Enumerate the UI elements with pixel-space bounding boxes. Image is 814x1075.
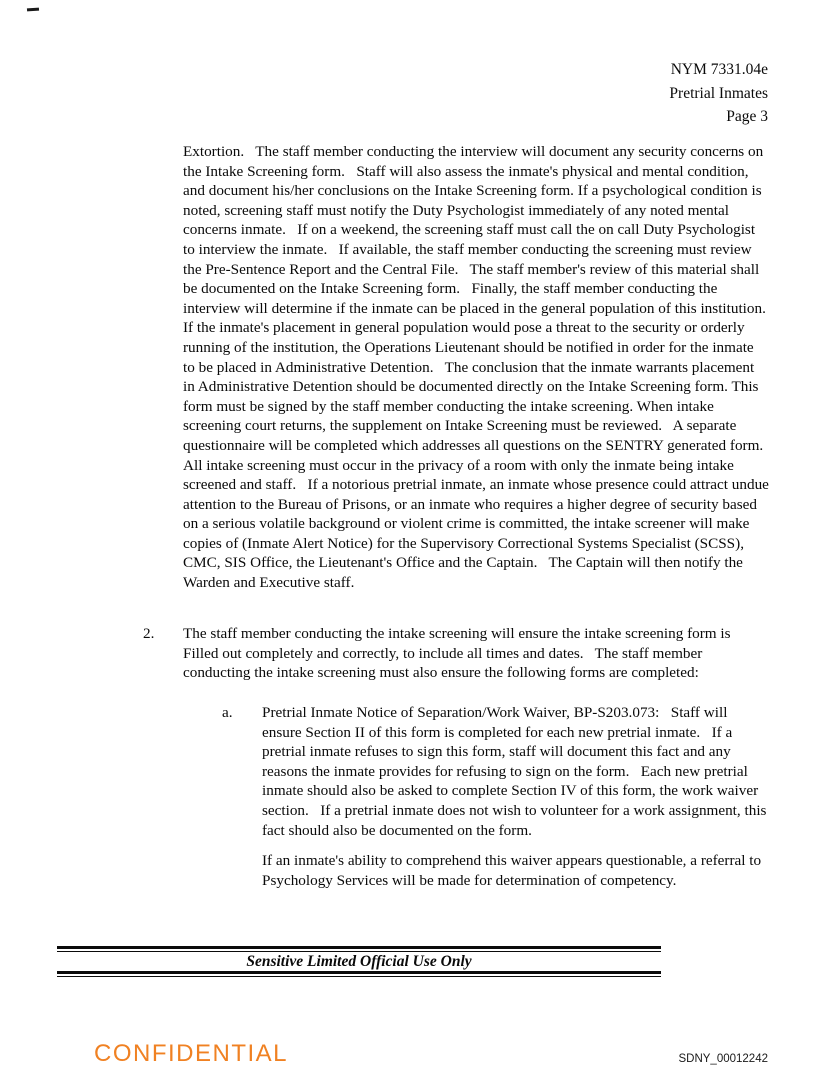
doc-title: Pretrial Inmates	[669, 84, 768, 102]
body-paragraph-1: Extortion. The staff member conducting the interview will document any security concerns on the Intake Screening form. Staff will also assess the inmate's physical and mental condition, and document his/her conclusions on the Intake Screening form. If a psychological condition is noted, screening staff must notify the Duty Psychologist immediately of any noted mental concerns inmate. If on a weekend, the screening staff must call the on call Duty Psychologist to interview the inmate. If available, the staff member conducting the screening must review the Pre-Sentence Report and the Central File. The staff member's review of this material shall be documented on the Intake Screening form. Finally, the staff member conducting the interview will determine if the inmate can be placed in the general population of this institution. If the inmate's placement in general population would pose a threat to the security or orderly running of the institution, the Operations Lieutenant should be notified in order for the inmate to be placed in Administrative Detention. The conclusion that the inmate warrants placement in Administrative Detention should be documented directly on the Intake Screening form. This form must be signed by the staff member conducting the intake screening. When intake screening court returns, the supplement on Intake Screening must be reviewed. A separate questionnaire will be completed which addresses all questions on the SENTRY generated form. All intake screening must occur in the privacy of a room with only the inmate being intake screened and staff. If a notorious pretrial inmate, an inmate whose presence could attract undue attention to the Bureau of Prisons, or an inmate who requires a higher degree of security based on a serious volatile background or violent crime is committed, the intake screener will make copies of (Inmate Alert Notice) for the Supervisory Correctional Systems Specialist (SCSS), CMC, SIS Office, the Lieutenant's Office and the Captain. The Captain will then notify the Warden and Executive staff.	[183, 143, 778, 592]
list-item-a	[222, 703, 769, 840]
bates-number: SDNY_00012242	[678, 1053, 768, 1065]
banner-rule-bottom	[57, 971, 661, 977]
classification-text: Sensitive Limited Official Use Only	[246, 953, 472, 970]
document-header	[669, 58, 768, 129]
page-number: Page 3	[726, 108, 768, 125]
scan-artifact	[27, 8, 39, 12]
item-2-text: The staff member conducting the intake screening will ensure the intake screening form is Filled out completely and correctly, to include all times and dates. The staff member conducting the intake screening must also ensure the following forms are completed:	[183, 625, 735, 682]
doc-number: NYM 7331.04e	[670, 61, 768, 78]
classification-banner	[57, 946, 661, 977]
item-a-text: Pretrial Inmate Notice of Separation/Work Waiver, BP-S203.073: Staff will ensure Section II of this form is completed for each new pretrial inmate. If a pretrial inmate refuses to sign this form, staff will document this fact and any reasons the inmate provides for refusing to sign on the form. Each new pretrial inmate should also be asked to complete Section IV of this form, the work waiver section. If a pretrial inmate does not wish to volunteer for a work assignment, this fact should also be documented on the form.	[262, 704, 771, 839]
confidential-stamp: CONFIDENTIAL	[94, 1040, 289, 1067]
item-a-paragraph-2: If an inmate's ability to comprehend this waiver appears questionable, a referral to Psychology Services will be made for determination of competency.	[262, 852, 765, 889]
item-a-letter: a.	[222, 704, 233, 721]
item-2-number: 2.	[143, 625, 155, 642]
list-item-2	[143, 624, 769, 683]
